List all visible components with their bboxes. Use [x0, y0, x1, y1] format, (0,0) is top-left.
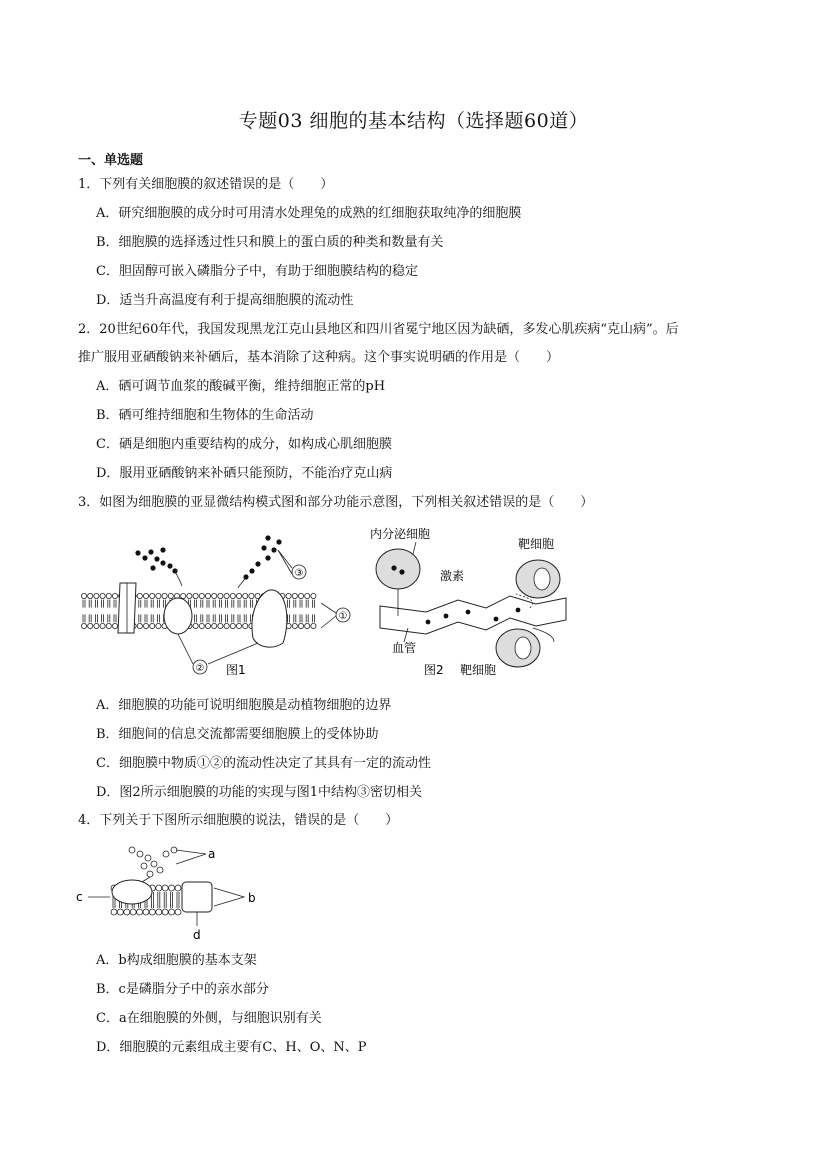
phospholipid-head: [162, 909, 168, 915]
figure-1-mark-3: ③: [294, 568, 304, 579]
phospholipid-head: [137, 623, 142, 628]
target-cell-bottom-label: 靶细胞: [460, 663, 497, 677]
phospholipid-head: [168, 593, 173, 598]
phospholipid-head: [292, 593, 297, 598]
phospholipid-tail: [89, 614, 91, 622]
phospholipid-tail: [195, 614, 197, 622]
page-title: 专题03 细胞的基本结构（选择题60道）: [238, 110, 589, 132]
secreting-cell-label: 内分泌细胞: [370, 527, 431, 541]
phospholipid-head: [143, 909, 149, 915]
phospholipid-head: [150, 623, 155, 628]
phospholipid-tail: [244, 614, 246, 622]
phospholipid-head: [143, 623, 148, 628]
q4-label-d: d: [193, 928, 201, 942]
phospholipid-tail: [213, 600, 215, 608]
phospholipid-head: [249, 593, 254, 598]
question-4-option-b: B．c是磷脂分子中的亲水部分: [96, 982, 269, 997]
figure-1-mark-2: ②: [195, 663, 205, 674]
phospholipid-tail: [95, 600, 97, 608]
phospholipid-tail: [83, 614, 85, 622]
secreting-cell: [376, 549, 420, 589]
phospholipid-tail: [226, 600, 228, 608]
phospholipid-head: [236, 623, 241, 628]
question-3-stem: 3．如图为细胞膜的亚显微结构模式图和部分功能示意图，下列相关叙述错误的是（ ）: [78, 495, 594, 510]
phospholipid-head: [137, 909, 143, 915]
phospholipid-tail: [232, 614, 234, 622]
phospholipid-head: [112, 593, 117, 598]
phospholipid-tail: [207, 600, 209, 608]
phospholipid-head: [112, 623, 117, 628]
question-3-option-d: D．图2所示细胞膜的功能的实现与图1中结构③密切相关: [96, 785, 422, 800]
phospholipid-tail: [113, 900, 115, 908]
question-4-option-c: C．a在细胞膜的外侧，与细胞识别有关: [96, 1011, 322, 1026]
phospholipid-head: [199, 593, 204, 598]
figure-2-label: 图2: [424, 663, 444, 677]
figure-1-mark-1: ①: [338, 611, 348, 622]
phospholipid-head: [88, 593, 93, 598]
glycoprotein-chains: [135, 535, 281, 579]
question-2-option-a: A．硒可调节血浆的酸碱平衡，维持细胞正常的pH: [96, 379, 386, 394]
q4-transmembrane-protein: [182, 882, 212, 912]
phospholipid-head: [311, 593, 316, 598]
phospholipid-head: [156, 885, 162, 891]
phospholipid-tail: [250, 600, 252, 608]
phospholipid-tail: [108, 614, 110, 622]
phospholipid-tail: [83, 600, 85, 608]
figure-1-membrane-diagram: [78, 528, 358, 678]
phospholipid-tail: [108, 600, 110, 608]
phospholipid-tail: [312, 614, 314, 622]
phospholipid-tail: [139, 614, 141, 622]
phospholipid-head: [150, 593, 155, 598]
phospholipid-tail: [102, 600, 104, 608]
phospholipid-head: [169, 909, 175, 915]
phospholipid-tail: [238, 614, 240, 622]
phospholipid-tail: [300, 600, 302, 608]
phospholipid-head: [175, 885, 181, 891]
phospholipid-head: [81, 593, 86, 598]
phospholipid-tail: [300, 614, 302, 622]
phospholipid-head: [175, 909, 181, 915]
phospholipid-head: [305, 623, 310, 628]
question-2-option-b: B．硒可维持细胞和生物体的生命活动: [96, 408, 314, 423]
phospholipid-tail: [114, 614, 116, 622]
phospholipid-tail: [207, 614, 209, 622]
phospholipid-head: [298, 623, 303, 628]
phospholipid-tail: [114, 600, 116, 608]
question-2-option-d: D．服用亚硒酸钠来补硒只能预防，不能治疗克山病: [96, 466, 393, 481]
phospholipid-head: [218, 593, 223, 598]
phospholipid-head: [94, 593, 99, 598]
question-3-option-c: C．细胞膜中物质①②的流动性决定了其具有一定的流动性: [96, 756, 431, 771]
phospholipid-head: [106, 593, 111, 598]
phospholipid-tail: [164, 900, 166, 908]
phospholipid-head: [117, 909, 123, 915]
phospholipid-head: [111, 909, 117, 915]
phospholipid-head: [137, 593, 142, 598]
phospholipid-tail: [164, 892, 166, 900]
phospholipid-tail: [226, 614, 228, 622]
phospholipid-tail: [164, 600, 166, 608]
q4-label-a: a: [208, 847, 216, 861]
q4-sugar-chain: [129, 847, 177, 877]
phospholipid-tail: [244, 600, 246, 608]
phospholipid-tail: [219, 600, 221, 608]
phospholipid-tail: [158, 892, 160, 900]
phospholipid-tail: [232, 600, 234, 608]
phospholipid-tail: [306, 600, 308, 608]
phospholipid-head: [224, 593, 229, 598]
phospholipid-head: [193, 593, 198, 598]
phospholipid-head: [292, 623, 297, 628]
phospholipid-tail: [171, 900, 173, 908]
phospholipid-tail: [294, 614, 296, 622]
phospholipid-tail: [288, 600, 290, 608]
phospholipid-head: [212, 623, 217, 628]
phospholipid-tail: [306, 614, 308, 622]
phospholipid-head: [106, 623, 111, 628]
phospholipid-tail: [158, 900, 160, 908]
question-1-option-b: B．细胞膜的选择透过性只和膜上的蛋白质的种类和数量有关: [96, 235, 444, 250]
phospholipid-tail: [177, 892, 179, 900]
phospholipid-head: [311, 623, 316, 628]
question-3-option-a: A．细胞膜的功能可说明细胞膜是动植物细胞的边界: [96, 698, 392, 713]
phospholipid-tail: [201, 614, 203, 622]
phospholipid-tail: [89, 600, 91, 608]
phospholipid-tail: [145, 600, 147, 608]
phospholipid-head: [94, 623, 99, 628]
phospholipid-head: [298, 593, 303, 598]
question-1-option-d: D．适当升高温度有利于提高细胞膜的流动性: [96, 293, 354, 308]
phospholipid-tail: [145, 614, 147, 622]
phospholipid-head: [100, 623, 105, 628]
target-cell-top-label: 靶细胞: [518, 537, 555, 551]
phospholipid-head: [81, 623, 86, 628]
phospholipid-tail: [213, 614, 215, 622]
phospholipid-tail: [201, 600, 203, 608]
phospholipid-tail: [102, 614, 104, 622]
phospholipid-head: [169, 885, 175, 891]
phospholipid-tail: [151, 600, 153, 608]
phospholipid-tail: [139, 600, 141, 608]
hormone-label: 激素: [440, 569, 465, 583]
question-1-option-c: C．胆固醇可嵌入磷脂分子中，有助于细胞膜结构的稳定: [96, 264, 418, 279]
phospholipid-head: [230, 593, 235, 598]
peripheral-protein: [164, 598, 192, 634]
phospholipid-tail: [157, 614, 159, 622]
phospholipid-tail: [288, 614, 290, 622]
question-4-stem: 4．下列关于下图所示细胞膜的说法，错误的是（ ）: [78, 813, 399, 828]
phospholipid-head: [305, 593, 310, 598]
phospholipid-tail: [312, 600, 314, 608]
phospholipid-head: [212, 593, 217, 598]
phospholipid-tail: [151, 614, 153, 622]
phospholipid-head: [205, 593, 210, 598]
phospholipid-head: [230, 623, 235, 628]
q4-label-c: c: [76, 890, 83, 904]
phospholipid-tail: [294, 600, 296, 608]
question-1-option-a: A．研究细胞膜的成分时可用清水处理兔的成熟的红细胞获取纯净的细胞膜: [96, 206, 522, 221]
phospholipid-tail: [219, 614, 221, 622]
phospholipid-head: [162, 593, 167, 598]
phospholipid-head: [124, 909, 130, 915]
phospholipid-head: [88, 623, 93, 628]
question-1-stem: 1．下列有关细胞膜的叙述错误的是（ ）: [78, 177, 334, 192]
phospholipid-head: [193, 623, 198, 628]
phospholipid-head: [143, 593, 148, 598]
question-4-option-a: A．b构成细胞膜的基本支架: [96, 953, 257, 968]
phospholipid-head: [130, 909, 136, 915]
phospholipid-head: [218, 623, 223, 628]
phospholipid-tail: [171, 892, 173, 900]
phospholipid-tail: [95, 614, 97, 622]
phospholipid-head: [236, 593, 241, 598]
phospholipid-head: [100, 593, 105, 598]
question-2-stem-line1: 2．20世纪60年代，我国发现黑龙江克山县地区和四川省冕宁地区因为缺硒，多发心肌疾病“克山病”。后: [78, 322, 679, 337]
phospholipid-head: [156, 593, 161, 598]
section-heading: 一、单选题: [78, 153, 144, 168]
phospholipid-head: [199, 623, 204, 628]
figure-1-label: 图1: [226, 663, 246, 677]
figure-q4-membrane-diagram: [74, 840, 274, 944]
phospholipid-head: [286, 593, 291, 598]
question-2-stem-line2: 推广服用亚硒酸钠来补硒后，基本消除了这种病。这个事实说明硒的作用是（ ）: [78, 350, 560, 365]
phospholipid-tail: [238, 600, 240, 608]
phospholipid-head: [149, 909, 155, 915]
phospholipid-head: [156, 909, 162, 915]
phospholipid-tail: [195, 600, 197, 608]
phospholipid-head: [181, 593, 186, 598]
q4-label-b: b: [248, 891, 256, 905]
phospholipid-head: [243, 593, 248, 598]
phospholipid-head: [224, 623, 229, 628]
phospholipid-head: [162, 885, 168, 891]
phospholipid-head: [187, 593, 192, 598]
question-2-option-c: C．硒是细胞内重要结构的成分，如构成心肌细胞膜: [96, 437, 392, 452]
figure-2-signaling-diagram: [368, 524, 573, 680]
question-3-option-b: B．细胞间的信息交流都需要细胞膜上的受体协助: [96, 727, 379, 742]
phospholipid-head: [205, 623, 210, 628]
phospholipid-tail: [177, 900, 179, 908]
vessel-label: 血管: [392, 641, 417, 655]
phospholipid-head: [243, 623, 248, 628]
question-4-option-d: D．细胞膜的元素组成主要有C、H、O、N、P: [96, 1040, 367, 1055]
phospholipid-tail: [151, 900, 153, 908]
phospholipid-tail: [157, 600, 159, 608]
q4-protein: [112, 880, 152, 904]
phospholipid-head: [156, 623, 161, 628]
